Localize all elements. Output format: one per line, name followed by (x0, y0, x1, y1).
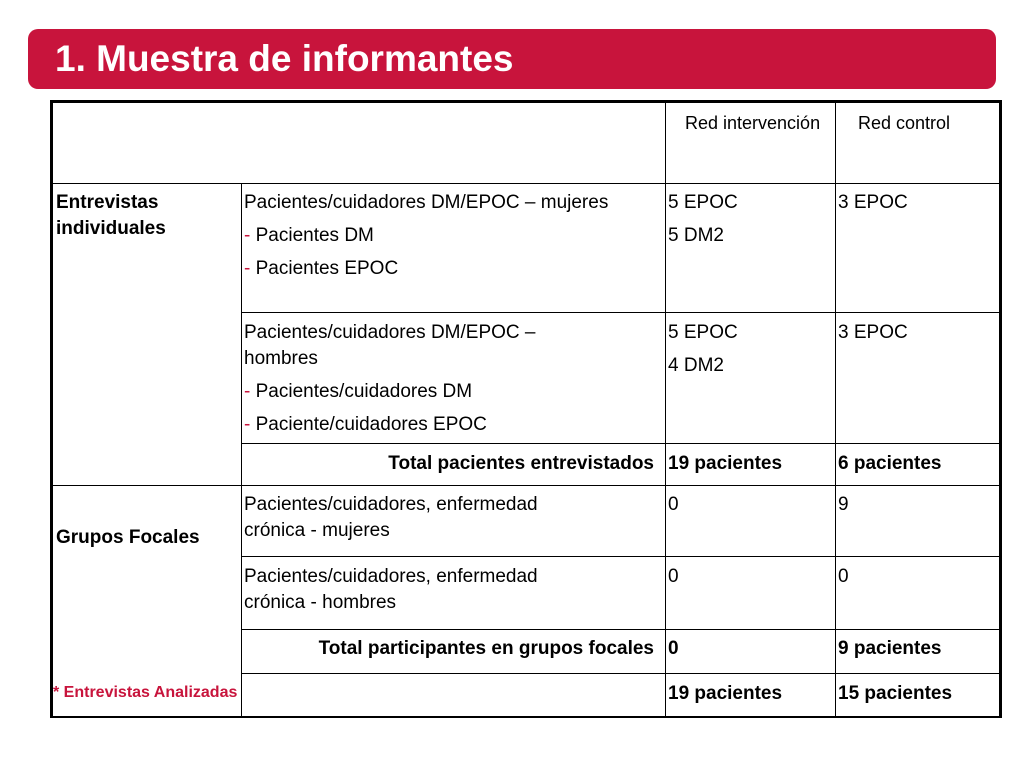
intervention-value: 0 (668, 494, 679, 515)
total-label: Total pacientes entrevistados (388, 453, 654, 474)
row-divider (241, 443, 999, 444)
row-description: Pacientes/cuidadores, enfermedad crónica - hombres (244, 566, 538, 613)
row-description: Pacientes/cuidadores, enfermedad crónica - mujeres (244, 494, 538, 541)
page-title: 1. Muestra de informantes (55, 38, 514, 79)
list-item: - Pacientes EPOC (244, 258, 399, 279)
row-description (244, 190, 609, 282)
footer-intervention: 19 pacientes (668, 683, 783, 704)
intervention-value: 0 (668, 566, 679, 587)
control-value: 9 (838, 494, 849, 515)
list-item: - Pacientes DM (244, 225, 374, 246)
group-label-grupos: Grupos Focales (56, 527, 200, 548)
row-divider (241, 629, 999, 630)
row-description (244, 320, 609, 438)
total-intervention: 19 pacientes (668, 453, 783, 474)
intervention-value: 5 EPOC 5 DM2 (668, 192, 738, 246)
total-intervention: 0 (668, 638, 679, 659)
row-divider (241, 673, 999, 674)
footer-control: 15 pacientes (838, 683, 953, 704)
total-control: 6 pacientes (838, 453, 942, 474)
row-divider (241, 312, 999, 313)
header-intervention: Red intervención (685, 113, 821, 133)
control-value: 3 EPOC (838, 192, 908, 213)
total-label: Total participantes en grupos focales (318, 638, 654, 659)
row-title: Pacientes/cuidadores DM/EPOC – hombres (244, 322, 536, 369)
title-bar (28, 29, 996, 89)
group-label-entrevistas: Entrevistas individuales (56, 192, 166, 239)
footnote-analizadas: * Entrevistas Analizadas (53, 684, 238, 701)
row-divider (241, 556, 999, 557)
header-control: Red control (858, 113, 951, 133)
list-item: - Pacientes/cuidadores DM (244, 381, 473, 402)
list-item: - Paciente/cuidadores EPOC (244, 414, 487, 435)
control-value: 3 EPOC (838, 322, 908, 343)
control-value: 0 (838, 566, 849, 587)
col-divider (665, 103, 666, 718)
row-divider (53, 183, 999, 184)
row-divider (53, 485, 999, 486)
col-divider (835, 103, 836, 718)
total-control: 9 pacientes (838, 638, 942, 659)
row-title: Pacientes/cuidadores DM/EPOC – mujeres (244, 192, 609, 213)
intervention-value: 5 EPOC 4 DM2 (668, 322, 738, 376)
